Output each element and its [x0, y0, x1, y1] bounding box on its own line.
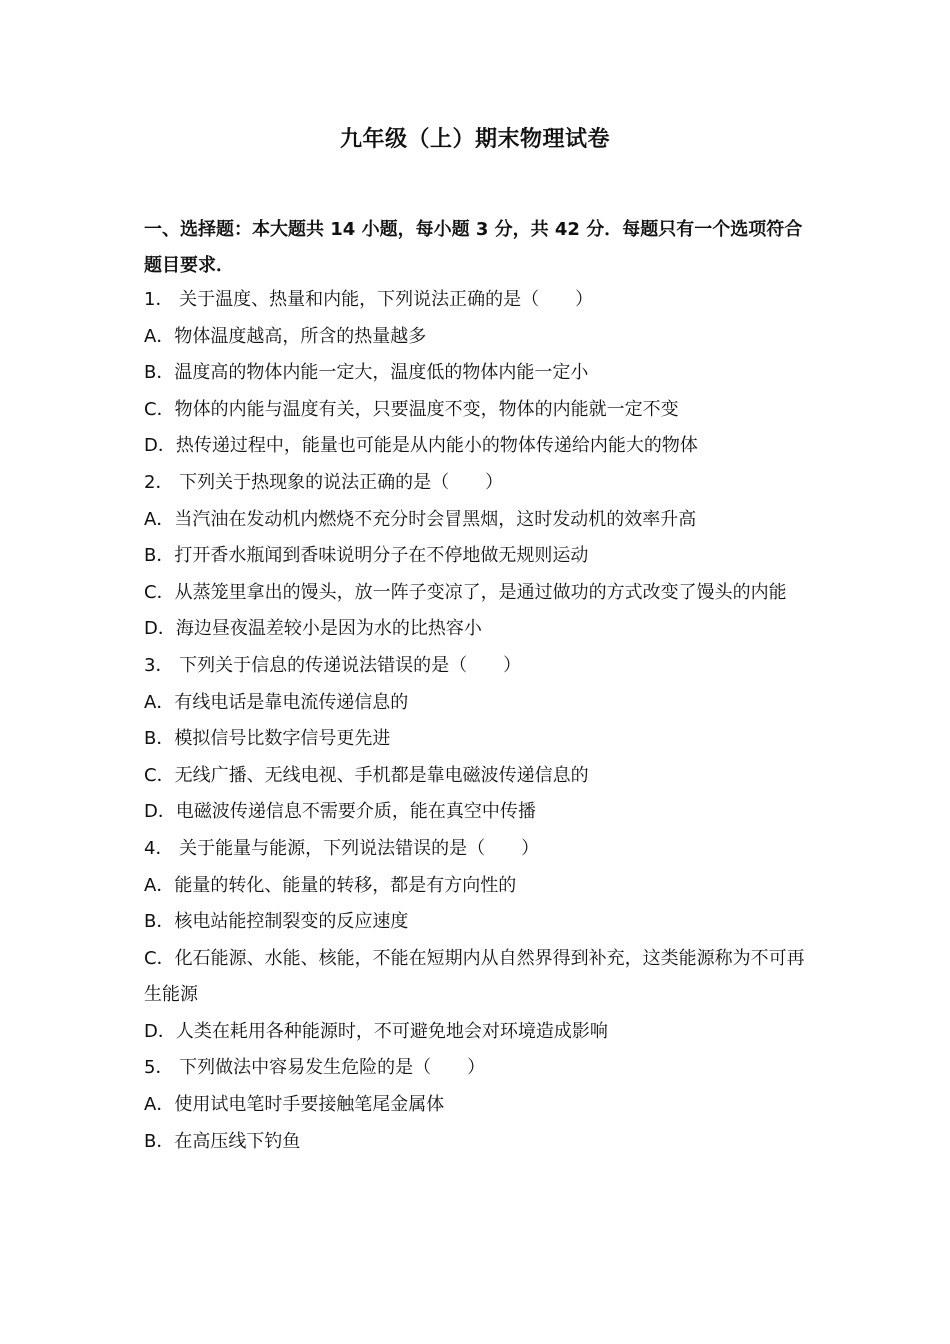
option-c: C．从蒸笼里拿出的馒头，放一阵子变凉了，是通过做功的方式改变了馒头的内能: [144, 581, 787, 603]
question-1: [144, 282, 814, 465]
option-a: A．物体温度越高，所含的热量越多: [144, 325, 427, 347]
option-a: A．使用试电笔时手要接触笔尾金属体: [144, 1094, 445, 1116]
option-c: C．无线广播、无线电视、手机都是靠电磁波传递信息的: [144, 764, 589, 786]
question-stem: 3． 下列关于信息的传递说法错误的是（ ）: [144, 654, 522, 676]
question-stem: 5． 下列做法中容易发生危险的是（ ）: [144, 1057, 486, 1079]
option-b: B．在高压线下钓鱼: [144, 1130, 301, 1152]
option-a: A．当汽油在发动机内燃烧不充分时会冒黑烟，这时发动机的效率升高: [144, 508, 697, 530]
question-stem: 2． 下列关于热现象的说法正确的是（ ）: [144, 471, 504, 493]
question-2: [144, 465, 814, 648]
option-b: B．打开香水瓶闻到香味说明分子在不停地做无规则运动: [144, 545, 589, 567]
option-a: A．有线电话是靠电流传递信息的: [144, 691, 409, 713]
question-3: [144, 648, 814, 831]
option-d: D．热传递过程中，能量也可能是从内能小的物体传递给内能大的物体: [144, 435, 698, 457]
page-title: 九年级（上）期末物理试卷: [339, 127, 610, 152]
question-5: [144, 1050, 814, 1160]
option-d: D．人类在耗用各种能源时，不可避免地会对环境造成影响: [144, 1020, 608, 1042]
option-c: C．物体的内能与温度有关，只要温度不变，物体的内能就一定不变: [144, 398, 679, 420]
section-heading: 一、选择题：本大题共 14 小题，每小题 3 分，共 42 分．每题只有一个选项符合题目要求．: [144, 219, 803, 276]
option-d: D．海边昼夜温差较小是因为水的比热容小: [144, 618, 482, 640]
option-d: D．电磁波传递信息不需要介质，能在真空中传播: [144, 801, 536, 823]
option-b: B．模拟信号比数字信号更先进: [144, 728, 391, 750]
option-b: B．温度高的物体内能一定大，温度低的物体内能一定小: [144, 362, 589, 384]
question-stem: 4． 关于能量与能源，下列说法错误的是（ ）: [144, 837, 540, 859]
question-4: [144, 831, 814, 1051]
question-stem: 1． 关于温度、热量和内能，下列说法正确的是（ ）: [144, 289, 594, 310]
option-a: A．能量的转化、能量的转移，都是有方向性的: [144, 874, 517, 896]
question-list: [144, 282, 814, 1160]
option-c: C．化石能源、水能、核能，不能在短期内从自然界得到补充，这类能源称为不可再生能源: [144, 947, 805, 1006]
option-b: B．核电站能控制裂变的反应速度: [144, 911, 409, 933]
